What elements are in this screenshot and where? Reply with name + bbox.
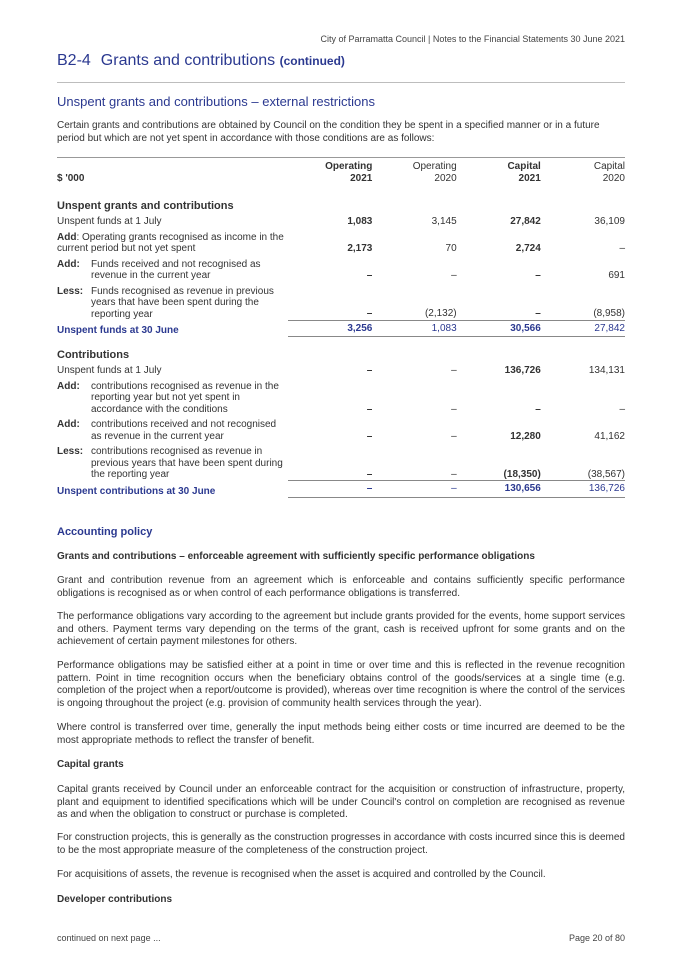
section-title: [57, 52, 345, 70]
cell-value: (18,350): [503, 468, 541, 480]
row-label: Unspent contributions at 30 June: [57, 485, 216, 497]
col-header-operating-2020: Operating 2020: [372, 158, 456, 189]
subsection-title: Unspent grants and contributions – external restrictions: [57, 94, 375, 109]
policy-paragraph: Capital grants received by Council under an enforceable contract for the acquisition or construction of infrastructure, property, plant and equipment to identified specifications which will be under Council's control on completion are recognised as revenue as and when the obligation to construct or purchase is completed.: [57, 784, 625, 820]
row-label: Unspent funds at 1 July: [57, 216, 162, 227]
accounting-policy-title: Accounting policy: [57, 526, 153, 538]
cell-value: 2,724: [515, 243, 541, 254]
cell-value: –: [451, 468, 457, 480]
total-row: [57, 481, 625, 498]
cell-value: –: [535, 403, 541, 415]
developer-contributions-heading: Developer contributions: [57, 894, 173, 905]
cell-value: –: [451, 403, 457, 415]
units-header: $ '000: [57, 158, 288, 189]
cell-value: –: [366, 308, 373, 319]
row-label: Unspent funds at 30 June: [57, 325, 179, 336]
row-label: Add: Operating grants recognised as income in the current period but not yet spent: [57, 231, 284, 254]
row-label: Less: contributions recognised as revenue in previous years that have been spent during the reporting year: [57, 446, 283, 480]
page-number: Page 20 of 80: [568, 933, 625, 943]
cell-value: (8,958): [593, 308, 625, 319]
table-row: [57, 282, 625, 321]
cell-value: 3,256: [288, 320, 372, 337]
policy-paragraph: For construction projects, this is generally as the construction progresses in accordance with costs incurred since this is deemed to be the most appropriate measure of the completeness of the construction project.: [57, 832, 625, 856]
cell-value: 70: [445, 243, 457, 254]
table-row: [57, 228, 625, 255]
cell-value: –: [451, 270, 457, 281]
cell-value: –: [366, 403, 373, 415]
grants-group-heading: Unspent grants and contributions: [57, 200, 234, 212]
capital-grants-heading: Capital grants: [57, 759, 124, 770]
table-row: [57, 362, 625, 377]
cell-value: –: [366, 365, 373, 376]
row-label: Add: contributions recognised as revenue in the reporting year but not yet spent in accordance with the conditions: [57, 380, 279, 415]
group-heading-row: [57, 337, 625, 362]
cell-value: 27,842: [510, 216, 541, 227]
row-label: Unspent funds at 1 July: [57, 365, 162, 376]
cell-value: –: [619, 243, 625, 254]
cell-value: –: [372, 481, 456, 498]
cell-value: (38,567): [587, 468, 625, 480]
cell-value: –: [366, 468, 373, 480]
table-header-row: [57, 158, 625, 189]
cell-value: –: [366, 270, 373, 281]
cell-value: –: [535, 308, 541, 319]
policy-paragraph: Performance obligations may be satisfied either at a point in time or over time and this is reflected in the revenue recognition pattern. Point in time recognition occurs when the beneficiary obtains control of the goods/services at a single time (e.g. completion of the project when a report/outcome is provided), whereas over time recognition is where the control of the services is ongoing throughout the project (e.g. provision of community health services through the year).: [57, 660, 625, 709]
cell-value: 134,131: [588, 365, 625, 376]
contributions-group-heading: Contributions: [57, 349, 130, 361]
group-heading-row: [57, 188, 625, 213]
cell-value: 12,280: [510, 430, 541, 442]
policy-paragraph: Where control is transferred over time, generally the input methods being either costs or time incurred are deemed to be the most appropriate methods to reflect the transfer of benefit.: [57, 722, 625, 746]
col-header-capital-2020: Capital 2020: [541, 158, 625, 189]
cell-value: 1,083: [372, 320, 456, 337]
row-label: Less: Funds recognised as revenue in previous years that have been spent during the reporting year: [57, 285, 274, 320]
cell-value: 130,656: [457, 481, 541, 498]
intro-paragraph: Certain grants and contributions are obtained by Council on the condition they be spent in a specified manner or in a future period but which are not yet spent in accordance with those conditions are as follows:: [57, 120, 600, 144]
total-row: [57, 320, 625, 337]
cell-value: –: [451, 365, 457, 376]
table-row: [57, 415, 625, 442]
cell-value: 691: [608, 270, 625, 281]
policy-subheading: Grants and contributions – enforceable agreement with sufficiently specific performance obligations: [57, 551, 535, 562]
running-header: City of Parramatta Council | Notes to the Financial Statements 30 June 2021: [320, 34, 625, 44]
table-row: [57, 442, 625, 481]
cell-value: –: [535, 270, 541, 281]
cell-value: 27,842: [541, 320, 625, 337]
col-header-operating-2021: Operating 2021: [288, 158, 372, 189]
row-label: Add: Funds received and not recognised as revenue in the current year: [57, 258, 261, 281]
cell-value: 36,109: [594, 216, 625, 227]
header-divider: [57, 82, 625, 83]
unspent-grants-table: [57, 157, 625, 498]
cell-value: 3,145: [431, 216, 457, 227]
policy-paragraph: For acquisitions of assets, the revenue is recognised when the asset is acquired and controlled by the Council.: [57, 869, 546, 880]
policy-paragraph: Grant and contribution revenue from an agreement which is enforceable and contains sufficiently specific performance obligations is recognised as or when control of each performance obligations is transferred.: [57, 575, 625, 599]
cell-value: 30,566: [457, 320, 541, 337]
cell-value: 41,162: [594, 430, 625, 442]
cell-value: 136,726: [504, 365, 541, 376]
section-title-text: Grants and contributions: [100, 52, 276, 69]
cell-value: 1,083: [347, 216, 373, 227]
section-number: B2-4: [57, 52, 91, 69]
row-label: Add: contributions received and not recognised as revenue in the current year: [57, 419, 277, 442]
cell-value: (2,132): [424, 308, 457, 319]
section-continued: (continued): [279, 54, 345, 68]
cell-value: 136,726: [541, 481, 625, 498]
continued-note: continued on next page ...: [57, 933, 161, 943]
table-row: [57, 377, 625, 416]
table-row: [57, 255, 625, 282]
table-row: [57, 213, 625, 228]
cell-value: 2,173: [347, 243, 373, 254]
cell-value: –: [366, 430, 373, 442]
cell-value: –: [619, 403, 625, 415]
policy-paragraph: The performance obligations vary according to the agreement but include grants provided for the events, home support services and others. Payment terms vary depending on the terms of the grant, cash is received upfront for some grants and on the achievement of certain payment milestones for others.: [57, 611, 625, 647]
col-header-capital-2021: Capital 2021: [457, 158, 541, 189]
cell-value: –: [288, 481, 372, 498]
cell-value: –: [451, 430, 457, 442]
